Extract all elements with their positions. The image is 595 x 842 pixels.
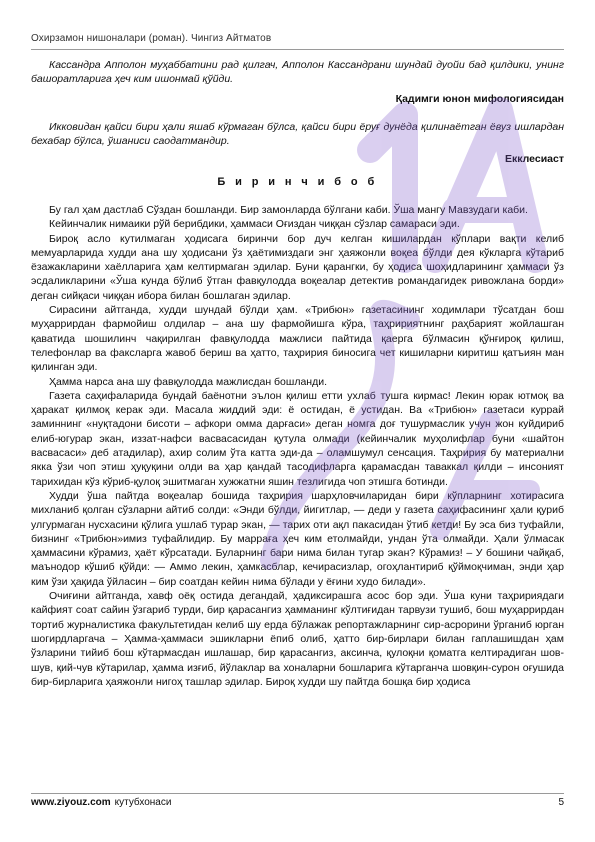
page-footer <box>31 797 564 808</box>
library-label: кутубхонаси <box>114 797 172 808</box>
paragraph: Ҳамма нарса ана шу фавқулодда мажлисдан бошланди. <box>49 375 327 388</box>
paragraph: Кейинчалик нимаики рўй берибдики, ҳаммаси Оғиздан чиққан сўзлар самараси эди. <box>49 218 460 231</box>
paragraph: Очиғини айтганда, хавф оёқ остида дегандай, ҳадиксирашга асос бор эди. Ўша куни таҳририядаги кайфият соат сайин ўзгариб турди, бир қарасангиз ҳамманинг кўлтиғидан тарвузи тушиб, бош муҳаррирдан тортиб журналистика факультетидан келиб шу ерда бўлажак репортажларнинг сир-асрорини ўрганиб юрган шогирдларгача – Ҳамма-ҳаммаси эшикларни ёпиб олиб, ҳатто бир-бирлари билан гаплашишдан ҳам ўзларини тийиб бош кўтармасдан ишлашар, бир қарасангиз, аксинча, қулоқни қоматга келтирадиган шов-шув, қий-чув кўтарилар, ҳамма изғиб, йўлаклар ва хоналарни бошларига кўтарганча шовқин-сурон оғушида бир-бирларига ҳаяжонли нигоҳ ташлар эдилар. Бироқ худди шу пайтда бошқа бир ҳодиса <box>31 590 564 688</box>
epigraph-source-1: Қадимги юнон мифологиясидан <box>395 93 564 105</box>
epigraph-source-2: Екклесиаст <box>505 153 564 165</box>
paragraph: Худди ўша пайтда воқеалар бошида таҳририя шарҳловчиларидан бири кўпларнинг хотирасига михланиб қолган сўзларни айтиб солди: «Энди бўлди, йигитлар, — деди у газета саҳифасининг ҳали қуриб улгурмаган нусхасини қўлига ушлаб турар экан, — тарих оти ақл пакасидан ўтиб кетди! Бу эса биз туфайли, бизнинг «Трибюн»имиз туфайлидир. Бу марраға ҳеч ким етолмайди, ундан ўта олмайди. Ҳали ўлмасак ҳаммасини кўрамиз, ҳаёт кўрсатади. Буларнинг бари нима билан тугар экан? Кўрамиз! – У бошини чайқаб, маънодор кўшиб қўйди: — Аммо лекин, ҳамкасблар, кечирасизлар, огоҳлантириб қўймоқчиман, энди ҳар ким ўзи ҳақида ўйласин – бир соатдан кейин нима бўлади у ёғини худо билади». <box>31 489 564 588</box>
body-text <box>31 203 564 689</box>
page-number: 5 <box>558 797 564 808</box>
footer-divider <box>31 793 564 794</box>
epigraph-text-2: Икковидан қайси бири ҳали яшаб кўрмаган бўлса, қайси бири ёруғ дунёда қилинаётган ёвуз ишлардан бехабар бўлса, ўшаниси саодатмандир. <box>31 121 564 148</box>
chapter-title: Б и р и н ч и б о б <box>217 176 378 188</box>
paragraph: Газета саҳифаларида бундай баёнотни эълон қилиш етти ухлаб тушга кирмас! Лекин юрак ютмоқ ва ҳаракат қилмоқ керак эди. Масала жиддий эди: ё остидан, ё устидан. Ва «Трибюн» газетаси куррай заминнинг «нуқтадони бисоти – афкори омма дарғаси» деган номга доғ тушурмаслик учун жон куйдириб елиб-югурар экан, иззат-нафси васвасасидан қутула олмади (кейинчалик муҳолифлар буни «шайтон васвасаси» деб атадилар), ахир солим ўта катта эди-да – оламшумул сенсация. Таҳририя бу материални якка ўзи чоп этиш ҳуқуқини олди ва ҳар қандай тасодифларга қарамасдан таваккал қилди – инсоният тарихидан кўз кўриб-қулоқ эшитмаган хужжатни яшин тезлигида чоп этишга ботинди. <box>31 389 564 488</box>
site-link[interactable]: www.ziyouz.com <box>31 797 111 808</box>
epigraph-text-1: Кассандра Апполон муҳаббатини рад қилгач, Апполон Кассандрани шундай дуойи бад қилдики, унинг башоратларига ҳеч ким ишонмай қўйди. <box>31 59 564 86</box>
paragraph: Бироқ асло кутилмаган ҳодисага биринчи бор дуч келган кишилардан кўплари вақти келиб мемуарларида худди ана шу ҳодисани ўз ҳаётимиздаги энг ҳаяжонли воқеа бўлди дея кўкларга кўтариб ёзажакларини хаёлларига ҳам келтирмаган эдилар. Буни қарангки, бу ҳодиса шоҳидларининг ҳаммаси ўз эсдаликларини «Ўша кунда бўлиб ўтган фавқулодда воқеалар детектив романдагидек ривожлана борди» деган сийқаси чиққан ибора билан бошлаган эдилар. <box>31 232 564 302</box>
paragraph: Сирасини айтганда, худди шундай бўлди ҳам. «Трибюн» газетасининг ходимлари тўсатдан бош муҳаррирдан фармойиш олдилар – ана шу фармойишга кўра, таҳририятнинг раҳбарият жойлашган қаватида шошилинч чақирилган фавқулодда мажлиси пайтида қаерга бўлмасин қўнғироқ қилиш, телефонлар ва факсларга жавоб бериш ва ҳатто, таҳририя биносига чет кишиларни киритиш қатъиян ман қилинган эди. <box>31 304 564 374</box>
header-divider <box>31 49 564 50</box>
footer-source <box>31 797 171 808</box>
running-header: Охирзамон нишоналари (роман). Чингиз Айтматов <box>31 33 272 44</box>
paragraph: Бу гал ҳам дастлаб Сўздан бошланди. Бир замонларда бўлгани каби. Ўша мангу Мавзудаги каби. <box>49 204 528 216</box>
